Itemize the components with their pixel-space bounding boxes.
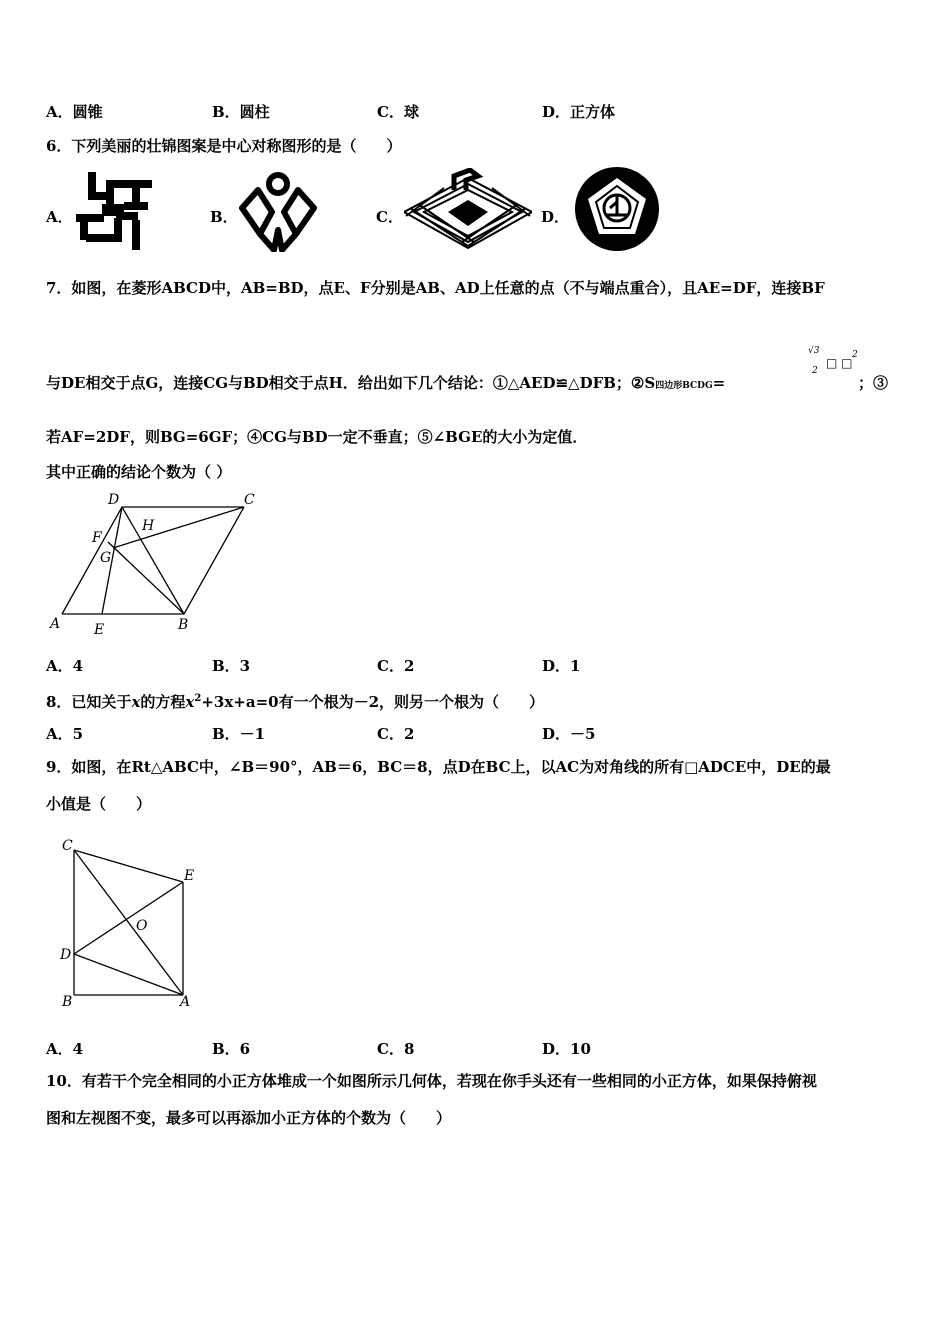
q6-label-b: B． xyxy=(210,208,238,226)
q6-pattern-c-image xyxy=(404,168,532,252)
q10-line-1: 10．有若干个完全相同的小正方体堆成一个如图所示几何体，若现在你手头还有一些相同的小正方体，如果保持俯视 xyxy=(46,1072,817,1090)
q7-frac-num: √3 xyxy=(808,346,820,356)
q7-label-B: B xyxy=(178,617,189,633)
q6-pattern-a-image xyxy=(76,172,152,250)
q8-option-a: A．5 xyxy=(46,725,84,743)
q7-label-C: C xyxy=(244,492,255,508)
q7-line-2 xyxy=(46,373,725,396)
q6-label-d: D． xyxy=(541,208,570,226)
q8-eq-rest: +3x+a=0 xyxy=(201,693,279,711)
q7-option-c: C．2 xyxy=(377,657,415,675)
q10-line-2: 图和左视图不变，最多可以再添加小正方体的个数为（ ） xyxy=(46,1109,452,1127)
q7-label-D: D xyxy=(108,492,120,508)
q5-option-c: C．球 xyxy=(377,103,419,121)
q7-rhombus-figure xyxy=(46,490,266,640)
q9-label-D: D xyxy=(60,947,72,963)
q8-var-x: x xyxy=(131,693,141,711)
q8-eq-sup: 2 xyxy=(194,693,202,704)
q7-option-a: A．4 xyxy=(46,657,84,675)
q7-equals: = xyxy=(712,374,726,392)
q5-option-a: A．圆锥 xyxy=(46,103,103,121)
q9-label-E: E xyxy=(184,868,195,884)
q6-label-a: A． xyxy=(46,208,73,226)
q7-frac-den: 2 xyxy=(812,366,818,376)
q8-option-b: B．－1 xyxy=(212,725,266,743)
q9-label-O: O xyxy=(136,918,148,934)
q9-option-d: D．10 xyxy=(542,1040,591,1058)
q9-option-b: B．6 xyxy=(212,1040,251,1058)
q6-stem: 6．下列美丽的壮锦图案是中心对称图形的是（ ） xyxy=(46,137,402,155)
q7-line-3: 若AF=2DF，则BG=6GF；④CG与BD一定不垂直；⑤∠BGE的大小为定值． xyxy=(46,428,588,446)
q8-option-d: D．－5 xyxy=(542,725,596,743)
q5-option-d: D．正方体 xyxy=(542,103,616,121)
q7-label-A: A xyxy=(50,616,61,632)
q7-label-H: H xyxy=(142,518,155,534)
q7-label-F: F xyxy=(92,530,102,546)
q8-options xyxy=(46,723,766,743)
q7-area-subscript: 四边形BCDG xyxy=(655,381,713,391)
q7-option-d: D．1 xyxy=(542,657,581,675)
q8-stem-b: 的方程 xyxy=(140,693,186,711)
q9-label-C: C xyxy=(62,838,73,854)
q7-label-G: G xyxy=(100,550,112,566)
q8-stem-a: 8．已知关于 xyxy=(46,693,132,711)
q5-options xyxy=(46,101,766,121)
q8-stem-c: 有一个根为－2，则另一个根为（ ） xyxy=(278,693,545,711)
q9-line-1: 9．如图，在Rt△ABC中，∠B＝90°，AB＝6，BC＝8，点D在BC上，以AC为对角线的所有□ADCE中，DE的最 xyxy=(46,758,831,776)
q6-pattern-b-image xyxy=(238,172,318,252)
q9-label-B: B xyxy=(62,994,73,1010)
q9-line-2: 小值是（ ） xyxy=(46,795,152,813)
q6-label-c: C． xyxy=(376,208,403,226)
q9-label-A: A xyxy=(180,994,191,1010)
q7-line-1: 7．如图，在菱形ABCD中，AB=BD，点E、F分别是AB、AD上任意的点（不与端点重合），且AE=DF，连接BF xyxy=(46,279,825,297)
q8-eq-x: x xyxy=(185,693,195,711)
q7-frac-sup: 2 xyxy=(852,350,858,360)
q6-pattern-d-image xyxy=(574,166,660,252)
q9-option-a: A．4 xyxy=(46,1040,84,1058)
q7-frac-tail: □ □ xyxy=(826,356,853,370)
q9-options xyxy=(46,1038,766,1058)
q5-option-b: B．圆柱 xyxy=(212,103,270,121)
q7-option-b: B．3 xyxy=(212,657,251,675)
q8-stem xyxy=(46,689,544,712)
q7-options xyxy=(46,655,766,675)
q9-option-c: C．8 xyxy=(377,1040,415,1058)
q7-line-4: 其中正确的结论个数为（ ） xyxy=(46,463,232,481)
q9-triangle-figure xyxy=(56,832,206,1012)
q7-label-E: E xyxy=(94,622,105,638)
q8-option-c: C．2 xyxy=(377,725,415,743)
q7-line-2-end: ；③ xyxy=(858,374,889,392)
q7-line-2-text: 与DE相交于点G，连接CG与BD相交于点H．给出如下几个结论：①△AED≌△DFB；②S xyxy=(46,374,656,392)
